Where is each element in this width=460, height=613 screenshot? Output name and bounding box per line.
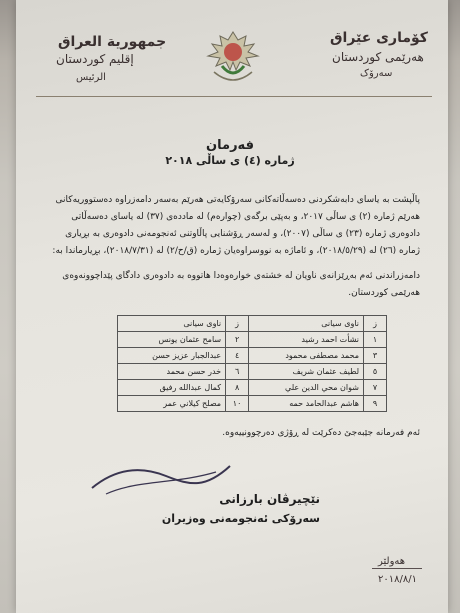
row-number: ٥ [364, 364, 387, 380]
signatory-title: سەرۆکی ئەنجومەنی وەزیران [161, 512, 320, 525]
judge-name: هاشم عبدالحامد حمه [249, 396, 364, 412]
footer-date: ٢٠١٨/٨/١ [378, 574, 417, 585]
header-right-line3: سەرۆک [360, 68, 393, 79]
body-p1-line4: ژمارە (٢٦) لە (٢٠١٨/٥/٢٩)، و ئاماژە بە نووسراوەیان ژمارە (ق/ح/٢) لە (٢٠١٨/٧/٣١)، بڕیارماندا بە: [52, 246, 420, 256]
table-header-num-1: ز [364, 316, 387, 332]
footer-divider [372, 568, 422, 569]
row-number: ٩ [364, 396, 387, 412]
judge-name: سامح عثمان يونس [118, 332, 226, 348]
body-p2-line2: هەرێمی کوردستان. [348, 288, 420, 298]
header-right-line1: كۆماری عێراق [330, 30, 428, 46]
kurdistan-emblem-icon [200, 26, 266, 90]
closing-line: ئەم فەرمانە جێبەجێ دەکرێت لە ڕۆژی دەرچوونییەوە. [222, 428, 420, 438]
judge-name: عبدالجبار عزيز حسن [118, 348, 226, 364]
header-left-line2: إقليم كوردستان [56, 52, 134, 66]
table-header-name-2: ناوی سیانی [118, 316, 226, 332]
body-p2-line1: دامەزراندنی ئەم بەڕێزانەی ناویان لە خشتەی خوارەوەدا هاتووە بە دادوەری دادگای پێداچوونەوەی [62, 271, 420, 281]
judge-name: كمال عبدالله رفيق [118, 380, 226, 396]
header-left-line1: جمهورية العراق [58, 34, 167, 50]
footer-place: هەولێر [378, 556, 406, 567]
row-number: ٤ [226, 348, 249, 364]
body-p1-line1: پاڵپشت بە یاسای دابەشکردنی دەسەڵاتەکانی سەرۆکایەتی هەرێم بەسەر دامەزراوە دەستووریەکانی [55, 195, 420, 205]
row-number: ٧ [364, 380, 387, 396]
row-number: ١ [364, 332, 387, 348]
table-row [118, 396, 387, 412]
row-number: ٢ [226, 332, 249, 348]
body-p1-line2: هەرێم ژمارە (٢) ی ساڵی ٢٠١٧، و بەپێی برگەی (چوارەم) لە ماددەی (٣٧) لە یاسای دەسەڵاتی [71, 212, 420, 222]
table-header-name-1: ناوی سیانی [249, 316, 364, 332]
row-number: ١٠ [226, 396, 249, 412]
row-number: ٦ [226, 364, 249, 380]
judges-table [117, 315, 387, 412]
table-row [118, 380, 387, 396]
body-p1-line3: دادوەری ژمارە (٢٣) ی ساڵی (٢٠٠٧)، و لەسەر ڕۆشنایی پاڵاوتنی ئەنجومەنی دادوەری بە بڕیاری [65, 229, 420, 239]
signatory-name: نێچیرڤان بارزانی [219, 492, 320, 506]
table-header-num-2: ز [226, 316, 249, 332]
row-number: ٨ [226, 380, 249, 396]
judge-name: خدر حسن محمد [118, 364, 226, 380]
judge-name: نشأت احمد رشيد [249, 332, 364, 348]
judge-name: شوان محي الدين علي [249, 380, 364, 396]
header-left-line3: الرئيس [76, 72, 106, 83]
header-divider [36, 96, 432, 97]
table-row [118, 332, 387, 348]
judge-name: لطيف عثمان شريف [249, 364, 364, 380]
decree-title: فەرمان [206, 138, 254, 153]
table-header-row [118, 316, 387, 332]
row-number: ٣ [364, 348, 387, 364]
decree-number: ژمارە (٤) ی ساڵی ٢٠١٨ [165, 154, 295, 167]
header-right-line2: هەرێمی کوردستان [332, 50, 424, 64]
judge-name: محمد مصطفى محمود [249, 348, 364, 364]
table-row [118, 348, 387, 364]
table-row [118, 364, 387, 380]
judge-name: مصلح كيلاني عمر [118, 396, 226, 412]
